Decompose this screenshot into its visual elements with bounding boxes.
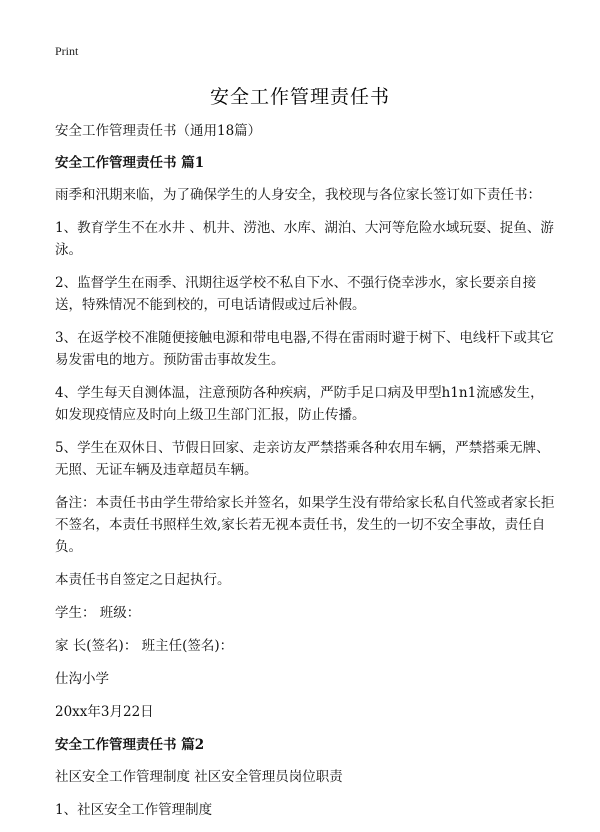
paragraph: 本责任书自签定之日起执行。 xyxy=(55,572,231,588)
document-body xyxy=(55,120,555,832)
paragraph: 雨季和汛期来临，为了确保学生的人身安全，我校现与各位家长签订如下责任书： xyxy=(55,187,541,203)
document-title: 安全工作管理责任书 xyxy=(209,86,390,108)
paragraph: 4、学生每天自测体温，注意预防各种疾病，严防手足口病及甲型h1n1流感发生，如发现疫情应及时向上级卫生部门汇报，防止传播。 xyxy=(55,385,544,423)
paragraph: 5、学生在双休日、节假日回家、走亲访友严禁搭乘各种农用车辆，严禁搭乘无牌、无照、无证车辆及违章超员车辆。 xyxy=(55,440,550,478)
paragraph: 1、社区安全工作管理制度 xyxy=(55,802,213,818)
paragraph: 1、教育学生不在水井 、机井、涝池、水库、湖泊、大河等危险水域玩耍、捉鱼、游泳。 xyxy=(55,220,554,258)
print-label: Print xyxy=(55,44,79,58)
note-paragraph: 备注：本责任书由学生带给家长并签名，如果学生没有带给家长私自代签或者家长拒不签名，本责任书照样生效,家长若无视本责任书，发生的一切不安全事故，责任自负。 xyxy=(55,495,555,555)
document-subtitle: 安全工作管理责任书（通用18篇） xyxy=(55,123,262,139)
signature-line: 家 长(签名)： 班主任(签名)： xyxy=(55,638,234,654)
section-heading: 安全工作管理责任书 篇1 xyxy=(55,155,205,171)
paragraph: 社区安全工作管理制度 社区安全管理员岗位职责 xyxy=(55,769,343,785)
paragraph: 2、监督学生在雨季、汛期往返学校不私自下水、不强行侥幸涉水，家长要亲自接送，特殊情况不能到校的，可电话请假或过后补假。 xyxy=(55,275,537,313)
school-name: 仕沟小学 xyxy=(55,671,109,687)
section-heading: 安全工作管理责任书 篇2 xyxy=(55,737,205,753)
date-line: 20xx年3月22日 xyxy=(55,704,154,720)
paragraph: 3、在返学校不准随便接触电源和带电电器,不得在雷雨时避于树下、电线杆下或其它易发雷电的地方。预防雷击事故发生。 xyxy=(55,330,554,368)
student-class-line: 学生： 班级： xyxy=(55,605,141,621)
